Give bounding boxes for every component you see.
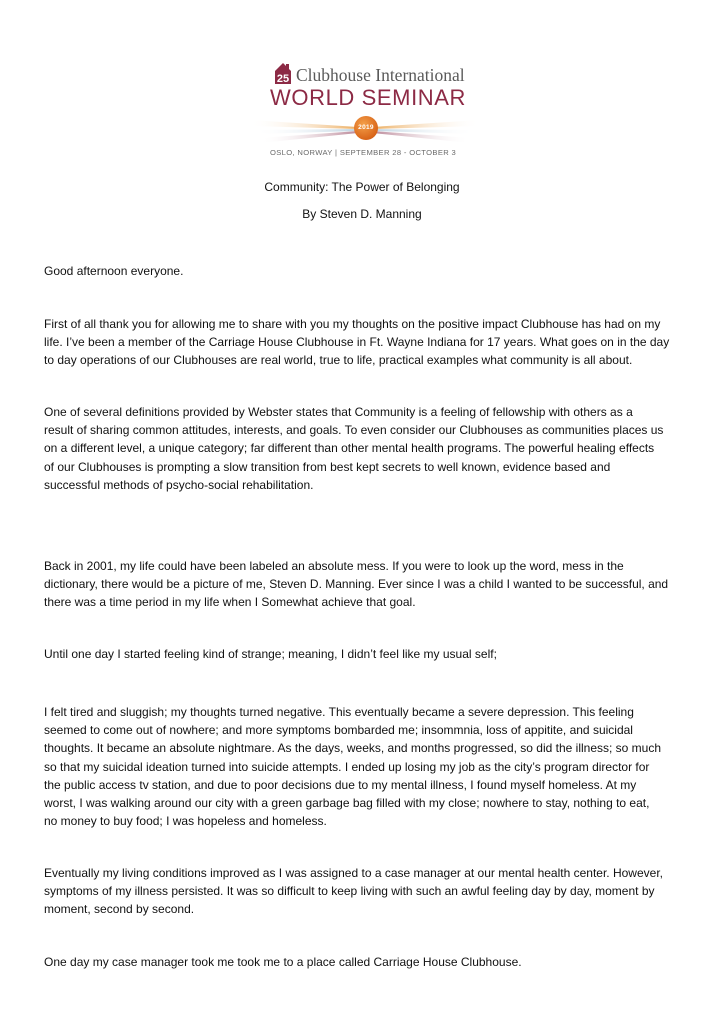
paragraph-depression: I felt tired and sluggish; my thoughts turned negative. This eventually became a severe depression. This feeling seemed to come out of nowhere; and more symptoms bombarded me; insommnia, loss of appitite, and suicidal thoughts. It became an absolute nightmare. As the days, weeks, and months progressed, so did the illness; so much so that my suicidal ideation turned into suicide attempts. I ended up losing my job as the city’s program director for the public access tv station, and due to poor decisions due to my mental illness, I found myself homeless. At my worst, I was walking around our city with a green garbage bag filled with my close; nowhere to stay, nothing to eat, no money to buy food; I was hopeless and homeless.	[44, 705, 662, 829]
document-title: Community: The Power of Belonging	[264, 180, 460, 194]
paragraph-carriage-house: One day my case manager took me took me to a place called Carriage House Clubhouse.	[44, 955, 522, 969]
logo-year-badge: 2019	[354, 116, 378, 140]
logo-location-dates: OSLO, NORWAY | SEPTEMBER 28 - OCTOBER 3	[270, 148, 457, 157]
logo-organization: Clubhouse International	[296, 65, 465, 85]
paragraph-community-definition: One of several definitions provided by Webster states that Community is a feeling of fellowship with others as a result of sharing common attitudes, interests, and goals. To even consider our Clubhouses as communities places us on a different level, a unique category; far different than other mental health programs. The powerful healing effects of our Clubhouses is prompting a slow transition from best kept secrets to well known, evidence based and successful methods of psycho-social rehabilitation.	[44, 405, 664, 492]
logo-org-row	[273, 62, 465, 84]
paragraph-introduction: First of all thank you for allowing me to share with you my thoughts on the positive impact Clubhouse has had on my life. I’ve been a member of the Carriage House Clubhouse in Ft. Wayne Indiana for 17 years. What goes on in the day to day operations of our Clubhouses are real world, true to life, practical examples what community is all about.	[44, 317, 670, 368]
event-logo	[240, 52, 490, 164]
paragraph-greeting: Good afternoon everyone.	[44, 264, 184, 278]
document-byline: By Steven D. Manning	[302, 207, 422, 221]
paragraph-back-in-2001: Back in 2001, my life could have been labeled an absolute mess. If you were to look up the word, mess in the dictionary, there would be a picture of me, Steven D. Manning. Ever since I was a child I wanted to be successful, and there was a time period in my life when I Somewhat achieve that goal.	[44, 559, 669, 610]
paragraph-case-manager: Eventually my living conditions improved as I was assigned to a case manager at our mental health center. However, symptoms of my illness persisted. It was so difficult to keep living with such an awful feeling day by day, moment by moment, second by second.	[44, 866, 663, 917]
house-25-icon	[273, 62, 293, 84]
svg-text:25: 25	[276, 73, 290, 84]
paragraph-until-one-day: Until one day I started feeling kind of strange; meaning, I didn’t feel like my usual self;	[44, 647, 497, 661]
logo-event-title: WORLD SEMINAR	[270, 85, 467, 110]
